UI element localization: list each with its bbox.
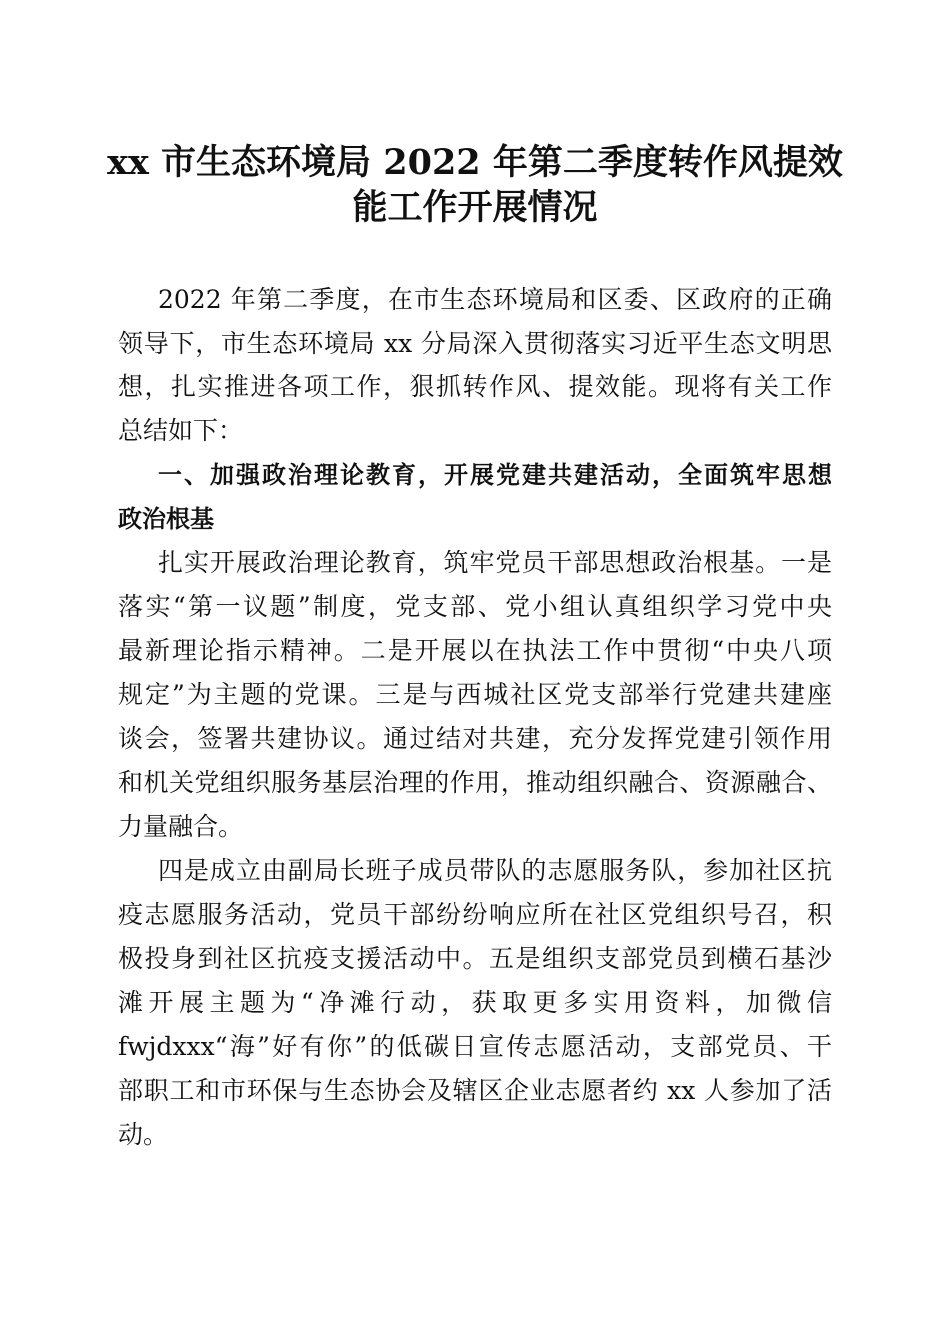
paragraph-3-line-2: 疫志愿服务活动，党员干部纷纷响应所在社区党组织号召，积 [118, 900, 832, 929]
paragraph-3-line-6: 部职工和市环保与生态协会及辖区企业志愿者约 xx 人参加了活 [118, 1076, 832, 1105]
paragraph-2-line-7: 力量融合。 [118, 812, 244, 841]
paragraph-3-line-5: fwjdxxx“海”好有你”的低碳日宣传志愿活动，支部党员、干 [118, 1032, 832, 1061]
paragraph-2-line-6: 和机关党组织服务基层治理的作用，推动组织融合、资源融合、 [118, 768, 832, 797]
section-heading-1-line-1: 一、加强政治理论教育，开展党建共建活动，全面筑牢思想 [158, 461, 832, 489]
paragraph-2-line-5: 谈会，签署共建协议。通过结对共建，充分发挥党建引领作用 [118, 724, 832, 753]
paragraph-2-line-2: 落实“第一议题”制度，党支部、党小组认真组织学习党中央 [118, 592, 832, 621]
document-title-line-1: xx 市生态环境局 2022 年第二季度转作风提效 [107, 142, 843, 183]
paragraph-1-line-3: 想，扎实推进各项工作，狠抓转作风、提效能。现将有关工作 [118, 372, 832, 401]
paragraph-2-line-4: 规定”为主题的党课。三是与西城社区党支部举行党建共建座 [118, 680, 832, 709]
paragraph-2-line-1: 扎实开展政治理论教育，筑牢党员干部思想政治根基。一是 [158, 548, 832, 577]
paragraph-1-line-2: 领导下，市生态环境局 xx 分局深入贯彻落实习近平生态文明思 [118, 329, 832, 358]
paragraph-3-line-3: 极投身到社区抗疫支援活动中。五是组织支部党员到横石基沙 [118, 944, 832, 973]
section-heading-1-line-2: 政治根基 [118, 505, 214, 533]
paragraph-1-line-1: 2022 年第二季度，在市生态环境局和区委、区政府的正确 [158, 285, 832, 314]
paragraph-1-line-4: 总结如下： [118, 416, 244, 445]
paragraph-2-line-3: 最新理论指示精神。二是开展以在执法工作中贯彻“中央八项 [118, 636, 832, 665]
document-title-line-2: 能工作开展情况 [352, 187, 598, 228]
paragraph-3-line-1: 四是成立由副局长班子成员带队的志愿服务队，参加社区抗 [158, 856, 832, 885]
paragraph-3-line-4: 滩开展主题为“净滩行动，获取更多实用资料，加微信 [118, 988, 832, 1017]
paragraph-3-line-7: 动。 [118, 1120, 169, 1149]
